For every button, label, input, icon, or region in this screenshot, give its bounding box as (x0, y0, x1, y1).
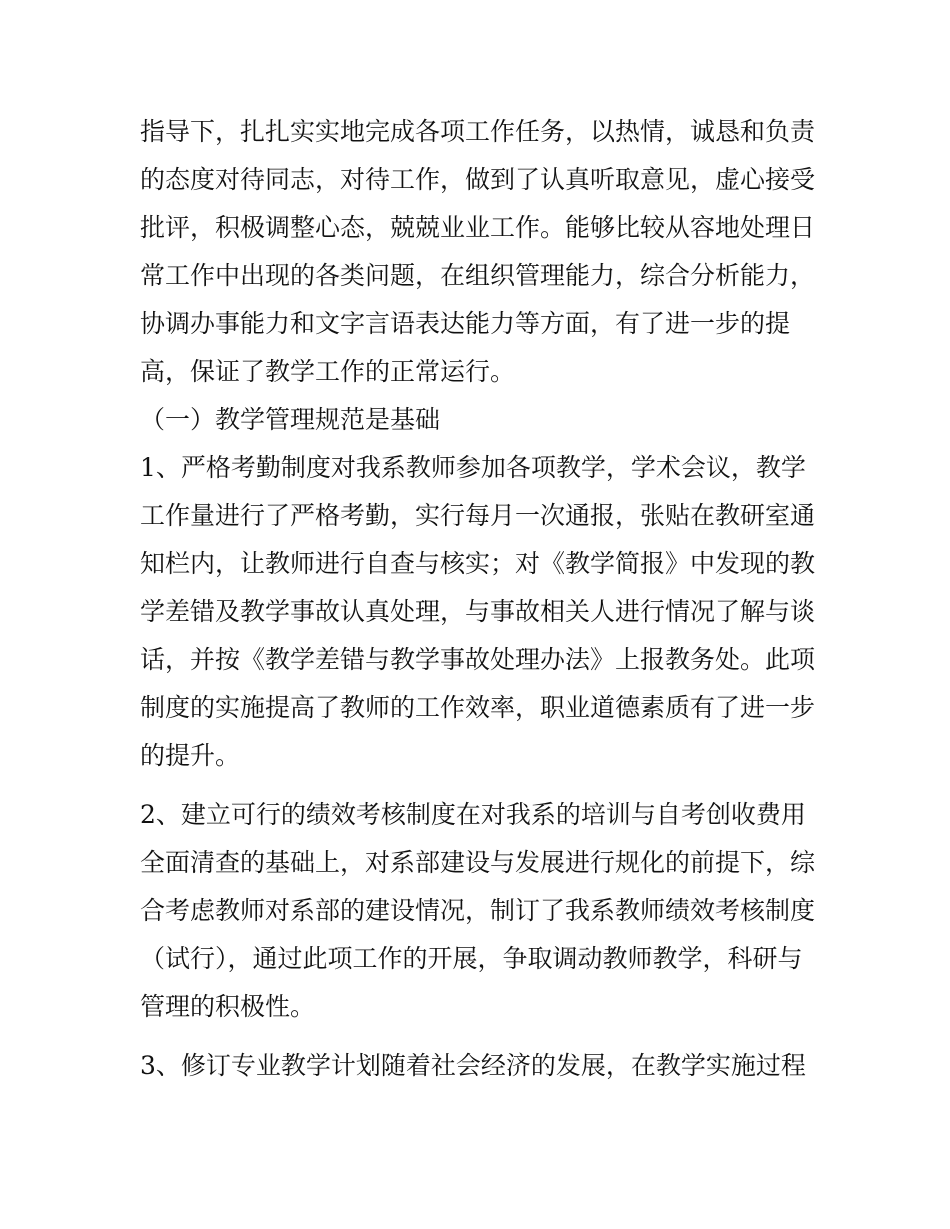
document-body (140, 108, 830, 1090)
text-line-5: 协调办事能力和文字言语表达能力等方面，有了进一步的提 (140, 309, 791, 338)
text-line-11: 学差错及教学事故认真处理，与事故相关人进行情况了解与谈 (140, 597, 816, 626)
text-line-15: 2、建立可行的绩效考核制度在对我系的培训与自考创收费用 (140, 800, 806, 829)
text-line-8: 1、严格考勤制度对我系教师参加各项教学，学术会议，教学 (140, 453, 806, 482)
text-line-16: 全面清查的基础上，对系部建设与发展进行规化的前提下，综 (140, 848, 816, 877)
text-line-10: 知栏内，让教师进行自查与核实；对《教学简报》中发现的教 (140, 549, 816, 578)
text-line-2: 的态度对待同志，对待工作，做到了认真听取意见，虚心接受 (140, 165, 816, 194)
text-line-6: 高，保证了教学工作的正常运行。 (140, 357, 516, 386)
text-line-20: 3、修订专业教学计划随着社会经济的发展，在教学实施过程 (140, 1051, 806, 1080)
text-line-13: 制度的实施提高了教师的工作效率，职业道德素质有了进一步 (140, 693, 816, 722)
text-line-18: （试行），通过此项工作的开展，争取调动教师教学，科研与 (140, 944, 803, 973)
text-line-3: 批评，积极调整心态，兢兢业业工作。能够比较从容地处理日 (140, 213, 816, 242)
text-line-1: 指导下，扎扎实实地完成各项工作任务，以热情，诚恳和负责 (140, 117, 816, 146)
text-line-17: 合考虑教师对系部的建设情况，制订了我系教师绩效考核制度 (140, 896, 816, 925)
section-heading: （一）教学管理规范是基础 (140, 405, 441, 434)
text-line-19: 管理的积极性。 (140, 992, 316, 1021)
text-line-14: 的提升。 (140, 741, 241, 770)
text-line-9: 工作量进行了严格考勤，实行每月一次通报，张贴在教研室通 (140, 501, 816, 530)
text-line-12: 话，并按《教学差错与教学事故处理办法》上报教务处。此项 (140, 645, 816, 674)
text-line-4: 常工作中出现的各类问题，在组织管理能力，综合分析能力， (140, 261, 816, 290)
